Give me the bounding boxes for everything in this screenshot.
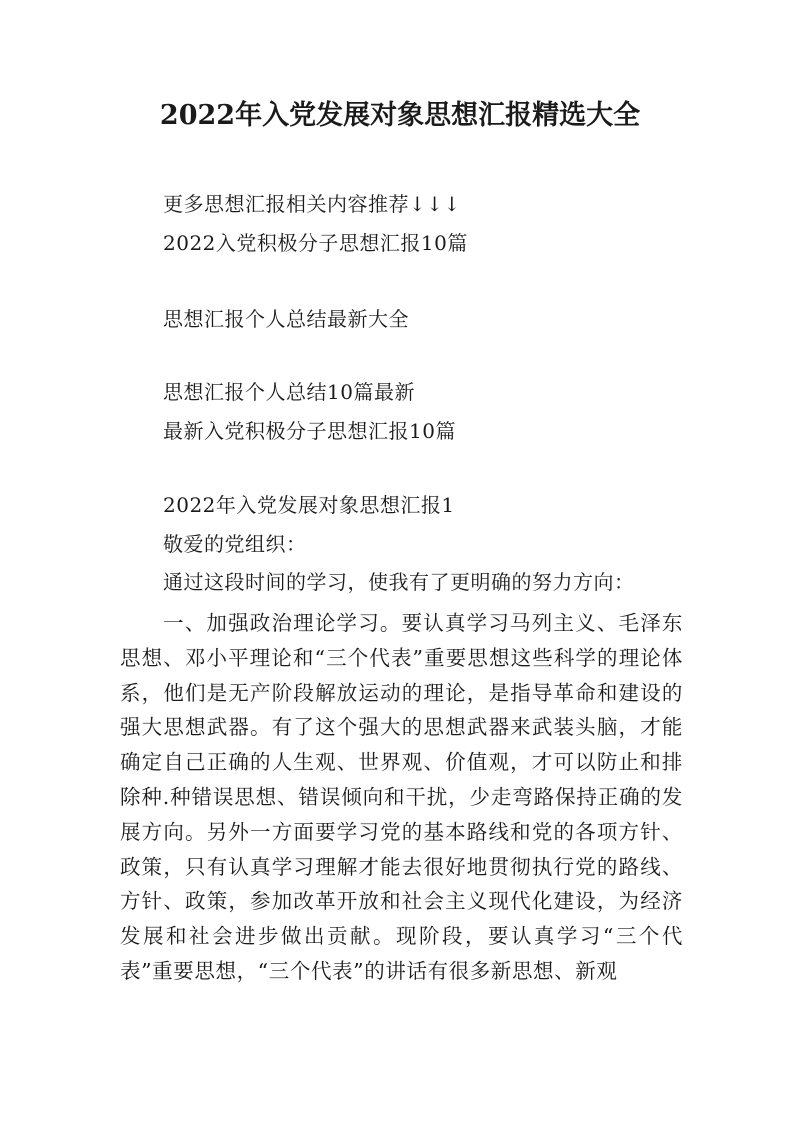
salutation: 敬爱的党组织：: [163, 532, 307, 556]
section-title: 2022年入党发展对象思想汇报1: [163, 493, 455, 517]
intro-line: 通过这段时间的学习，使我有了更明确的努力方向：: [163, 570, 635, 594]
body-paragraph: 一、加强政治理论学习。要认真学习马列主义、毛泽东思想、邓小平理论和“三个代表”重要思想这些科学的理论体系，他们是无产阶段解放运动的理论，是指导革命和建设的强大思想武器。有了这个强大的思想武器来武装头脑，才能确定自己正确的人生观、世界观、价值观，才可以防止和排除种.种错误思想、错误倾向和干扰，少走弯路保持正确的发展方向。另外一方面要学习党的基本路线和党的各项方针、政策，只有认真学习理解才能去很好地贯彻执行党的路线、方针、政策，参加改革开放和社会主义现代化建设，为经济发展和社会进步做出贡献。现阶段，要认真学习“三个代表”重要思想，“三个代表”的讲话有很多新思想、新观: [120, 611, 683, 983]
recommend-link-4[interactable]: 最新入党积极分子思想汇报10篇: [163, 419, 456, 443]
recommend-link-2[interactable]: 思想汇报个人总结最新大全: [163, 307, 409, 331]
recommend-link-1[interactable]: 2022入党积极分子思想汇报10篇: [163, 231, 468, 255]
recommend-link-3[interactable]: 思想汇报个人总结10篇最新: [163, 380, 415, 404]
document-title: 2022年入党发展对象思想汇报精选大全: [159, 100, 641, 131]
recommend-header: 更多思想汇报相关内容推荐↓↓↓: [163, 192, 461, 216]
